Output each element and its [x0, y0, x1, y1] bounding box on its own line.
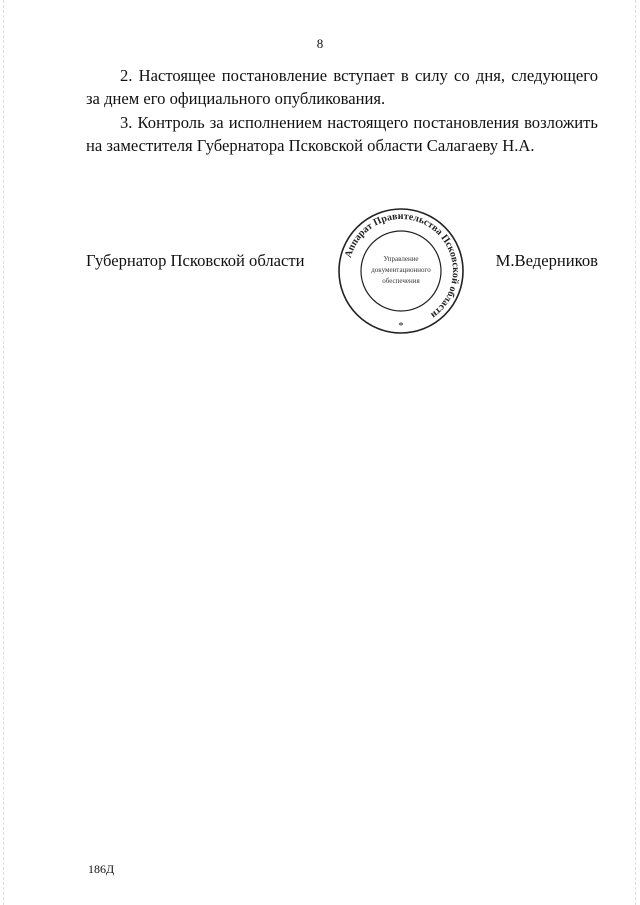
- svg-text:документационного: документационного: [371, 266, 431, 274]
- page-number: 8: [316, 36, 324, 51]
- scan-edge-left: [3, 0, 5, 905]
- scan-edge-right: [635, 0, 637, 905]
- stamp-outer-text: Аппарат Правительства Псковской области: [342, 210, 462, 321]
- official-stamp: [336, 206, 466, 336]
- document-code: 186Д: [88, 862, 115, 876]
- stamp-star-icon: *: [398, 320, 404, 332]
- paragraph-3-line-1: 3. Контроль за исполнением настоящего постановления возложить: [120, 113, 598, 132]
- paragraph-2: [86, 64, 598, 110]
- paragraph-3: [86, 111, 598, 157]
- paragraph-3-line-2: на заместителя Губернатора Псковской области Салагаеву Н.А.: [86, 136, 535, 155]
- svg-text:обеспечения: обеспечения: [382, 277, 420, 285]
- paragraph-2-line-1: 2. Настоящее постановление вступает в силу со дня, следующего: [120, 66, 598, 85]
- signatory-name: М.Ведерников: [495, 251, 598, 270]
- signatory-position: Губернатор Псковской области: [86, 251, 305, 270]
- paragraph-2-line-2: за днем его официального опубликования.: [86, 89, 386, 108]
- svg-text:Управление: Управление: [383, 255, 419, 263]
